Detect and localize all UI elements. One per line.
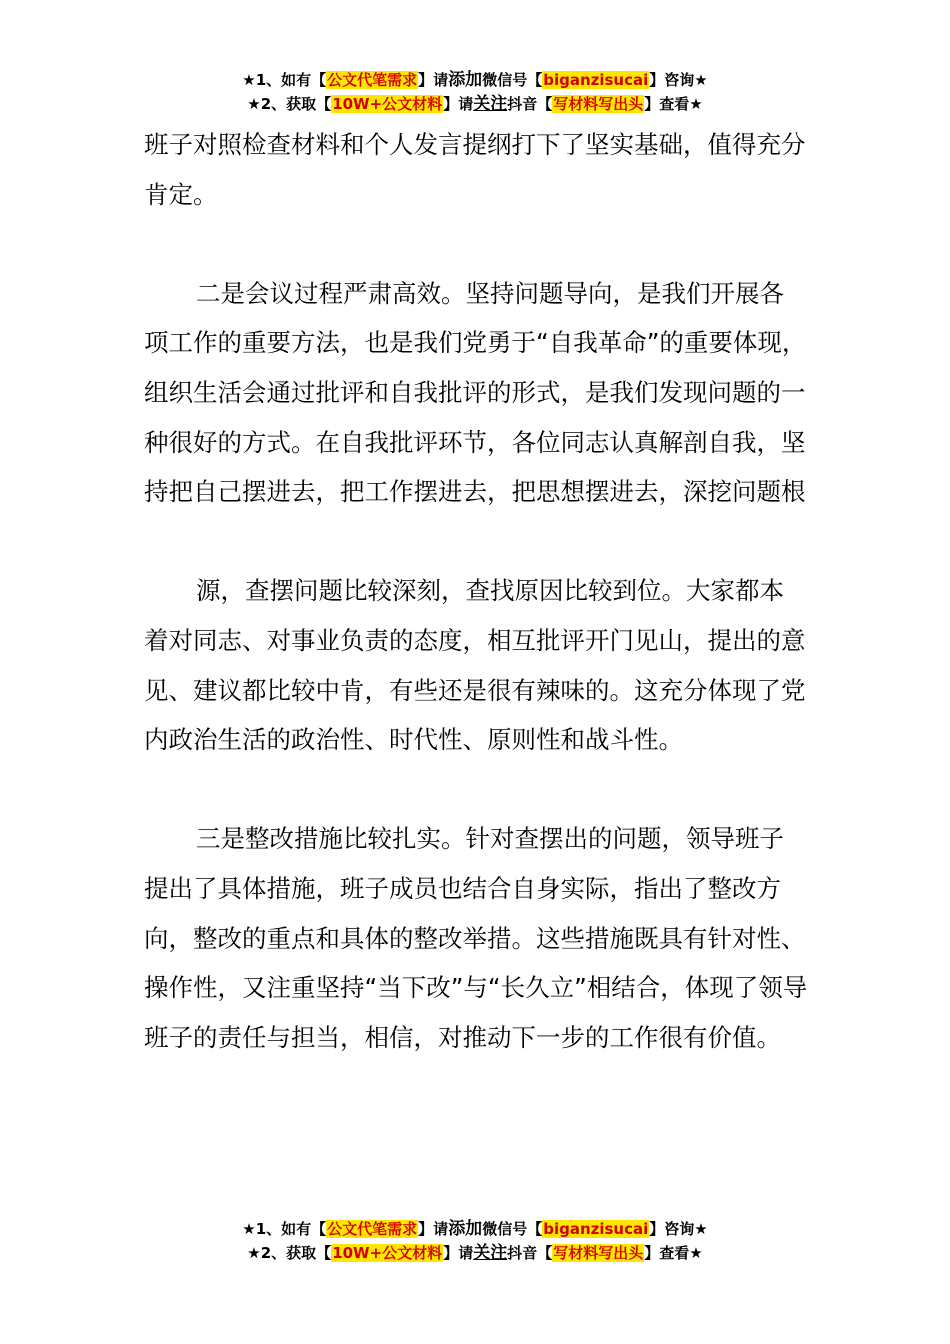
footer-line-2-text-2: 抖音【	[507, 1244, 553, 1262]
footer-line-1-highlight-wechat: biganzisucai	[543, 1220, 649, 1238]
header-line-1	[0, 68, 950, 92]
header-line-1-suffix: 】咨询★	[649, 71, 708, 89]
paragraph-gap	[144, 219, 808, 269]
footer-banner	[0, 1217, 950, 1265]
footer-line-2-suffix: 】查看★	[644, 1244, 703, 1262]
footer-line-2-prefix: ★2、获取【	[247, 1244, 332, 1262]
header-line-1-text-2: 微信号【	[482, 71, 543, 89]
document-body	[144, 120, 808, 1062]
header-line-1-text: 】请	[418, 71, 449, 89]
header-line-2-suffix: 】查看★	[644, 95, 703, 113]
paragraph-continuation: 班子对照检查材料和个人发言提纲打下了坚实基础，值得充分肯定。	[144, 130, 806, 209]
header-line-2	[0, 92, 950, 116]
header-banner	[0, 68, 950, 116]
footer-line-2-emphasis: 关注	[473, 1243, 508, 1263]
paragraph-criticism: 源，查摆问题比较深刻，查找原因比较到位。大家都本着对同志、对事业负责的态度，相互批评开门见山，提出的意见、建议都比较中肯，有些还是很有辣味的。这充分体现了党内政治生活的政治性、时代性、原则性和战斗性。	[144, 576, 806, 755]
paragraph-gap	[144, 765, 808, 815]
footer-line-1-emphasis: 添加	[448, 1219, 483, 1239]
footer-line-2-highlight-douyin: 写材料写出头	[553, 1244, 644, 1262]
paragraph-meeting-process: 二是会议过程严肃高效。坚持问题导向，是我们开展各项工作的重要方法，也是我们党勇于“自我革命”的重要体现，组织生活会通过批评和自我批评的形式，是我们发现问题的一种很好的方式。在自我批评环节，各位同志认真解剖自我，坚持把自己摆进去，把工作摆进去，把思想摆进去，深挖问题根	[144, 278, 807, 507]
header-line-2-emphasis: 关注	[473, 94, 508, 114]
header-line-1-highlight-wechat: biganzisucai	[543, 71, 649, 89]
footer-line-2	[0, 1241, 950, 1265]
paragraph-gap	[144, 517, 808, 567]
footer-line-2-highlight-materials: 10W+公文材料	[332, 1244, 443, 1262]
footer-line-1-suffix: 】咨询★	[649, 1220, 708, 1238]
header-line-1-prefix: ★1、如有【	[242, 71, 327, 89]
header-line-2-text-2: 抖音【	[507, 95, 553, 113]
footer-line-1-highlight-service: 公文代笔需求	[327, 1220, 418, 1238]
paragraph-rectification: 三是整改措施比较扎实。针对查摆出的问题，领导班子提出了具体措施，班子成员也结合自身实际，指出了整改方向，整改的重点和具体的整改举措。这些措施既具有针对性、操作性，又注重坚持“当下改”与“长久立”相结合，体现了领导班子的责任与担当，相信，对推动下一步的工作很有价值。	[144, 824, 808, 1052]
header-line-1-highlight-service: 公文代笔需求	[327, 71, 418, 89]
footer-line-1-prefix: ★1、如有【	[242, 1220, 327, 1238]
header-line-2-highlight-materials: 10W+公文材料	[332, 95, 443, 113]
header-line-2-highlight-douyin: 写材料写出头	[553, 95, 644, 113]
footer-line-1-text-2: 微信号【	[482, 1220, 543, 1238]
footer-line-1	[0, 1217, 950, 1241]
header-line-2-text: 】请	[443, 95, 474, 113]
footer-line-2-text: 】请	[443, 1244, 474, 1262]
footer-line-1-text: 】请	[418, 1220, 449, 1238]
header-line-1-emphasis: 添加	[448, 70, 483, 90]
header-line-2-prefix: ★2、获取【	[247, 95, 332, 113]
